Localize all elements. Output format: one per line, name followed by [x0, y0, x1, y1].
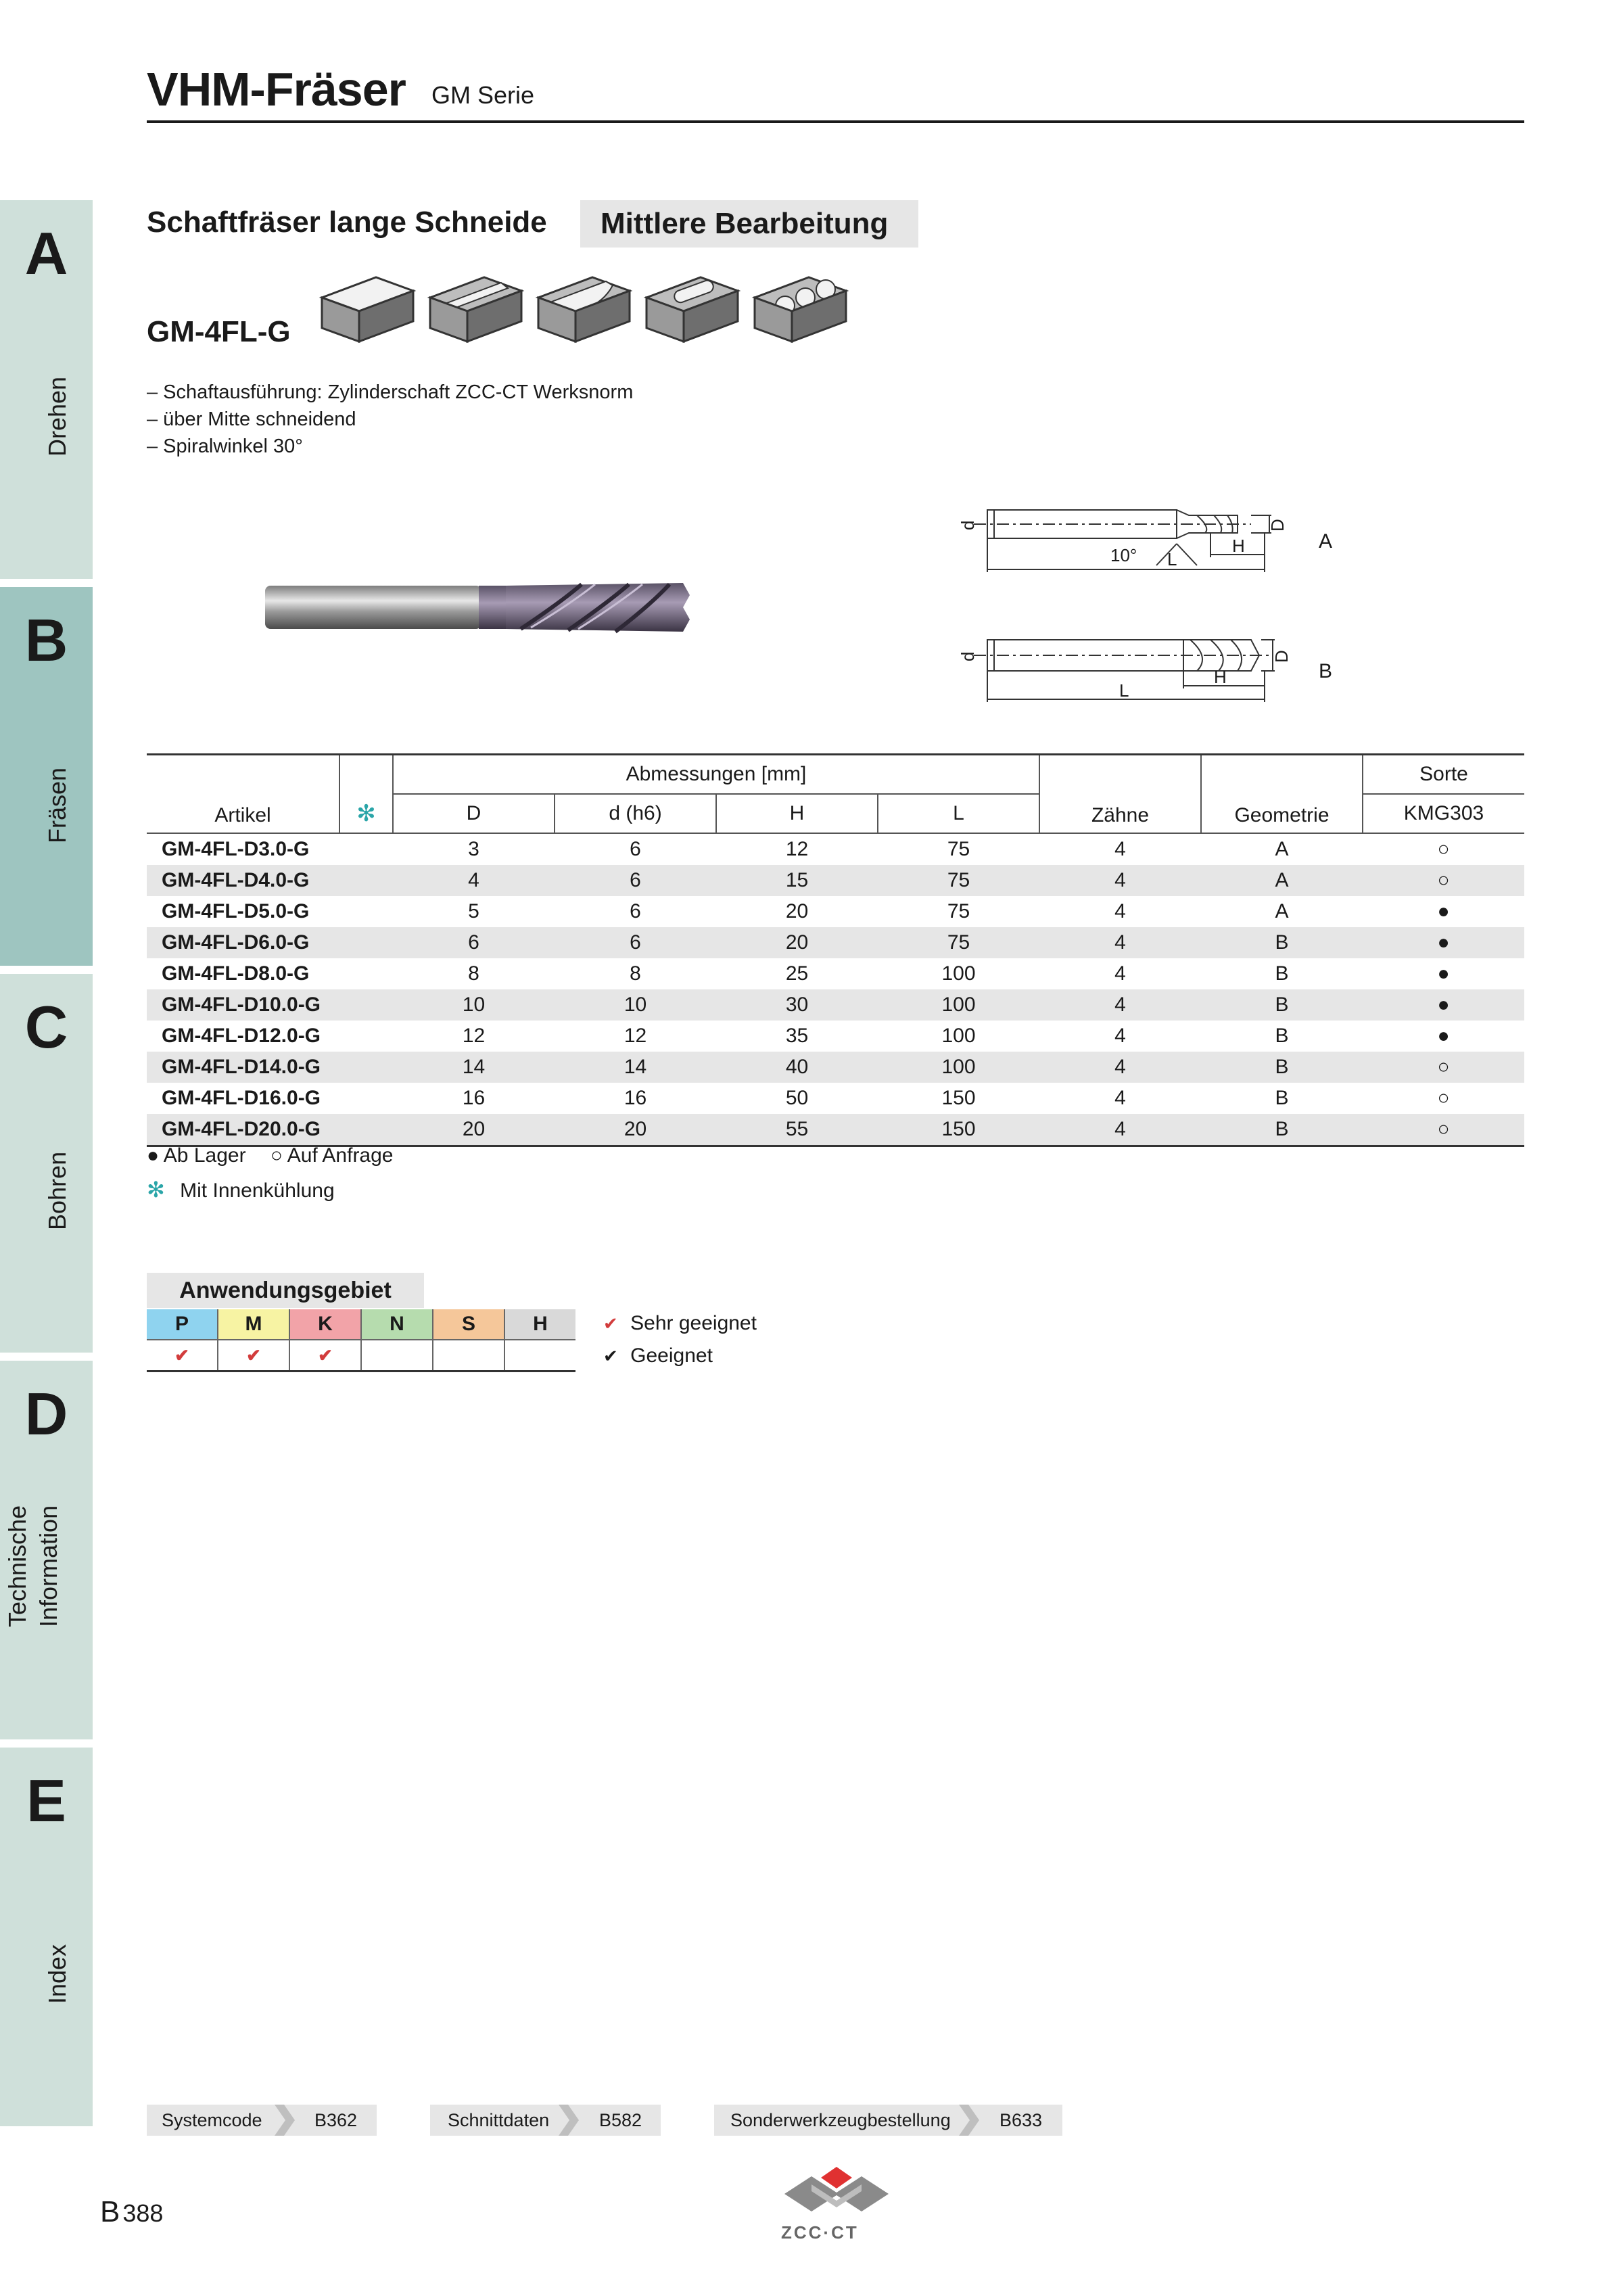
cell: 30 — [785, 993, 809, 1016]
cell: 10 — [624, 993, 647, 1016]
cell: 4 — [1114, 931, 1126, 954]
ref-page: B582 — [599, 2110, 642, 2130]
cell: 150 — [941, 1087, 976, 1109]
cell: 4 — [1114, 1118, 1126, 1140]
material-m: M — [218, 1309, 289, 1340]
end-mill-photo — [264, 575, 697, 642]
cell: 20 — [785, 900, 809, 922]
cell: 16 — [462, 1087, 486, 1109]
col-H: H — [716, 794, 878, 833]
cell: 20 — [785, 931, 809, 954]
check-icon: ✔ — [147, 1340, 218, 1372]
article-cell: GM-4FL-D8.0-G — [162, 962, 310, 985]
type-b-label: B — [1319, 660, 1332, 682]
cell: 8 — [630, 962, 641, 985]
tab-letter: E — [26, 1767, 66, 1834]
suitability-legend — [603, 1344, 713, 1367]
page-number-value: 388 — [122, 2199, 164, 2227]
cell: 25 — [785, 962, 809, 985]
cell: 75 — [947, 869, 970, 891]
cell: 6 — [630, 931, 641, 954]
tab-drehen[interactable] — [0, 200, 93, 579]
cell: 4 — [1114, 900, 1126, 922]
material-k: K — [289, 1309, 361, 1340]
article-cell: GM-4FL-D14.0-G — [162, 1056, 321, 1078]
cell: B — [1275, 1118, 1289, 1140]
cell: 12 — [624, 1025, 647, 1047]
cell: 3 — [468, 838, 479, 860]
feature-list — [147, 379, 633, 460]
ref-sonderwerkzeugbestellung[interactable] — [714, 2105, 1062, 2136]
machining-badge: Mittlere Bearbeitung — [580, 200, 918, 248]
ref-page: B633 — [999, 2110, 1043, 2130]
dim-D-label: D — [1267, 519, 1288, 532]
dim-H-label: H — [1214, 667, 1227, 687]
article-cell: GM-4FL-D12.0-G — [162, 1025, 321, 1047]
availability-cell: ○ — [1437, 1056, 1450, 1078]
feature-item: – Spiralwinkel 30° — [147, 436, 303, 457]
cell: 12 — [785, 838, 809, 860]
tab-letter: B — [24, 607, 68, 674]
cooling-cell — [339, 1021, 393, 1052]
article-cell: GM-4FL-D20.0-G — [162, 1118, 321, 1140]
ref-label: Sonderwerkzeugbestellung — [730, 2110, 951, 2130]
cell: 10 — [462, 993, 486, 1016]
tab-letter: C — [24, 993, 68, 1060]
check-red-icon: ✔ — [603, 1313, 618, 1334]
cell: 75 — [947, 900, 970, 922]
availability-cell: ● — [1437, 931, 1450, 954]
table-row — [147, 958, 1524, 989]
legend-cooling: Mit Innenkühlung — [180, 1179, 335, 1202]
operation-icons — [315, 271, 849, 348]
col-d: d (h6) — [555, 794, 716, 833]
dim-d-label: d — [958, 651, 978, 661]
cooling-cell — [339, 833, 393, 865]
availability-cell: ○ — [1437, 1087, 1450, 1109]
cell: 4 — [1114, 1087, 1126, 1109]
cell: 20 — [624, 1118, 647, 1140]
tab-fraesen[interactable] — [0, 587, 93, 966]
face-milling-icon — [322, 277, 413, 342]
cell: B — [1275, 1087, 1289, 1109]
col-L: L — [878, 794, 1039, 833]
material-s: S — [433, 1309, 504, 1340]
article-cell: GM-4FL-D5.0-G — [162, 900, 310, 922]
section-title: Schaftfräser lange Schneide — [147, 206, 547, 239]
cell: 15 — [785, 869, 809, 891]
cell: B — [1275, 931, 1289, 954]
col-D: D — [393, 794, 555, 833]
cell: 35 — [785, 1025, 809, 1047]
cell: 5 — [468, 900, 479, 922]
cell: B — [1275, 962, 1289, 985]
cell: 14 — [624, 1056, 647, 1078]
legend-very-suitable: Sehr geeignet — [630, 1312, 757, 1334]
cooling-cell — [339, 896, 393, 927]
group-grade: Sorte — [1363, 755, 1524, 795]
material-h: H — [504, 1309, 575, 1340]
tab-label: Technische Information — [3, 1505, 62, 1627]
availability-cell: ○ — [1437, 1118, 1450, 1140]
tab-letter: D — [24, 1380, 68, 1447]
cell: A — [1275, 900, 1289, 922]
cell: 4 — [1114, 962, 1126, 985]
feature-item: – über Mitte schneidend — [147, 408, 356, 430]
article-cell: GM-4FL-D4.0-G — [162, 869, 310, 891]
cooling-cell — [339, 1052, 393, 1083]
ref-schnittdaten[interactable] — [430, 2105, 661, 2136]
tab-label: Bohren — [43, 1151, 71, 1230]
cell: A — [1275, 838, 1289, 860]
cell: 8 — [468, 962, 479, 985]
legend-suitable: Geeignet — [630, 1344, 713, 1367]
dim-L-label: L — [1167, 549, 1177, 569]
cell: 100 — [941, 1025, 976, 1047]
legend-stock: ● Ab Lager — [147, 1144, 246, 1167]
page-prefix: B — [100, 2195, 120, 2228]
material-n: N — [361, 1309, 433, 1340]
cell: 50 — [785, 1087, 809, 1109]
plunge-milling-icon — [755, 277, 846, 342]
tab-bohren[interactable] — [0, 974, 93, 1353]
specification-table — [147, 753, 1524, 1147]
cell: A — [1275, 869, 1289, 891]
cell: 20 — [462, 1118, 486, 1140]
suitability-legend-very — [603, 1312, 757, 1335]
table-row — [147, 989, 1524, 1021]
article-cell: GM-4FL-D16.0-G — [162, 1087, 321, 1109]
model-name: GM-4FL-G — [147, 315, 291, 348]
page-title: VHM-Fräser — [147, 63, 406, 116]
check-icon: ✔ — [289, 1340, 361, 1372]
chevron-right-icon — [556, 2105, 580, 2136]
availability-cell: ○ — [1437, 838, 1450, 860]
cell: 4 — [1114, 838, 1126, 860]
internal-cooling-icon: ✻ — [339, 755, 393, 834]
col-grade: KMG303 — [1403, 802, 1484, 824]
tab-label: Index — [43, 1944, 71, 2004]
ref-label: Systemcode — [162, 2110, 262, 2130]
cooling-cell — [339, 865, 393, 896]
zcc-ct-logo-icon — [779, 2164, 894, 2220]
pocket-milling-icon — [646, 277, 738, 342]
dim-D-label: D — [1271, 650, 1292, 663]
cell: 100 — [941, 962, 976, 985]
cell: 40 — [785, 1056, 809, 1078]
table-row — [147, 833, 1524, 865]
col-teeth: Zähne — [1039, 755, 1201, 834]
feature-item: – Schaftausführung: Zylinderschaft ZCC-CT Werksnorm — [147, 381, 634, 403]
cell: 150 — [941, 1118, 976, 1140]
cooling-cell — [339, 989, 393, 1021]
cooling-legend — [147, 1177, 335, 1202]
tab-label: Drehen — [43, 376, 71, 456]
table-row — [147, 1083, 1524, 1114]
col-article: Artikel — [147, 755, 339, 834]
tab-letter: A — [24, 220, 68, 287]
material-p: P — [147, 1309, 218, 1340]
cell: 6 — [630, 900, 641, 922]
cell: 4 — [1114, 869, 1126, 891]
availability-cell: ● — [1437, 900, 1450, 922]
table-row — [147, 1021, 1524, 1052]
cell: 6 — [630, 838, 641, 860]
legend-request: ○ Auf Anfrage — [270, 1144, 394, 1167]
availability-legend — [147, 1144, 394, 1167]
internal-cooling-icon: ✻ — [147, 1177, 165, 1202]
cell: 100 — [941, 993, 976, 1016]
cell: 55 — [785, 1118, 809, 1140]
availability-cell: ● — [1437, 993, 1450, 1016]
cell: 100 — [941, 1056, 976, 1078]
cell: 4 — [1114, 1025, 1126, 1047]
cell: B — [1275, 1056, 1289, 1078]
col-geometry: Geometrie — [1201, 755, 1363, 834]
availability-cell: ○ — [1437, 869, 1450, 891]
type-a-label: A — [1319, 530, 1332, 553]
page-number — [100, 2195, 163, 2229]
empty-cell — [361, 1340, 433, 1372]
table-row — [147, 896, 1524, 927]
header-rule — [147, 120, 1524, 123]
cell: 16 — [624, 1087, 647, 1109]
article-cell: GM-4FL-D10.0-G — [162, 993, 321, 1016]
empty-cell — [433, 1340, 504, 1372]
cooling-cell — [339, 1114, 393, 1146]
article-cell: GM-4FL-D3.0-G — [162, 838, 310, 860]
series-label: GM Serie — [431, 81, 535, 109]
availability-cell: ● — [1437, 962, 1450, 985]
table-row — [147, 1114, 1524, 1146]
ref-page: B362 — [314, 2110, 358, 2130]
dim-H-label: H — [1232, 536, 1245, 556]
article-cell: GM-4FL-D6.0-G — [162, 931, 310, 954]
chevron-right-icon — [956, 2105, 981, 2136]
tab-technische-information[interactable] — [0, 1361, 93, 1739]
check-black-icon: ✔ — [603, 1346, 618, 1366]
ref-label: Schnittdaten — [448, 2110, 550, 2130]
groove-milling-icon — [538, 277, 630, 342]
availability-cell: ● — [1437, 1025, 1450, 1047]
table-row — [147, 927, 1524, 958]
group-dimensions: Abmessungen [mm] — [393, 755, 1039, 795]
cell: 6 — [630, 869, 641, 891]
cell: 14 — [462, 1056, 486, 1078]
cell: 6 — [468, 931, 479, 954]
application-table — [147, 1309, 575, 1372]
cell: B — [1275, 1025, 1289, 1047]
application-title: Anwendungsgebiet — [147, 1273, 424, 1308]
cooling-cell — [339, 1083, 393, 1114]
technical-drawing — [954, 500, 1332, 710]
cooling-cell — [339, 958, 393, 989]
cell: 4 — [1114, 993, 1126, 1016]
chevron-right-icon — [272, 2105, 296, 2136]
slot-milling-icon — [430, 277, 521, 342]
cooling-cell — [339, 927, 393, 958]
dim-d-label: d — [958, 520, 978, 530]
cell: 75 — [947, 838, 970, 860]
table-row — [147, 865, 1524, 896]
dim-L-label: L — [1119, 680, 1129, 701]
angle-label: 10° — [1110, 545, 1137, 565]
cell: 4 — [1114, 1056, 1126, 1078]
ref-systemcode[interactable] — [147, 2105, 377, 2136]
table-row — [147, 1052, 1524, 1083]
empty-cell — [504, 1340, 575, 1372]
logo-text: ZCC·CT — [781, 2222, 859, 2243]
cell: 12 — [462, 1025, 486, 1047]
tab-index[interactable] — [0, 1748, 93, 2126]
check-icon: ✔ — [218, 1340, 289, 1372]
cell: 4 — [468, 869, 479, 891]
cell: B — [1275, 993, 1289, 1016]
tab-label: Fräsen — [43, 767, 71, 843]
cell: 75 — [947, 931, 970, 954]
